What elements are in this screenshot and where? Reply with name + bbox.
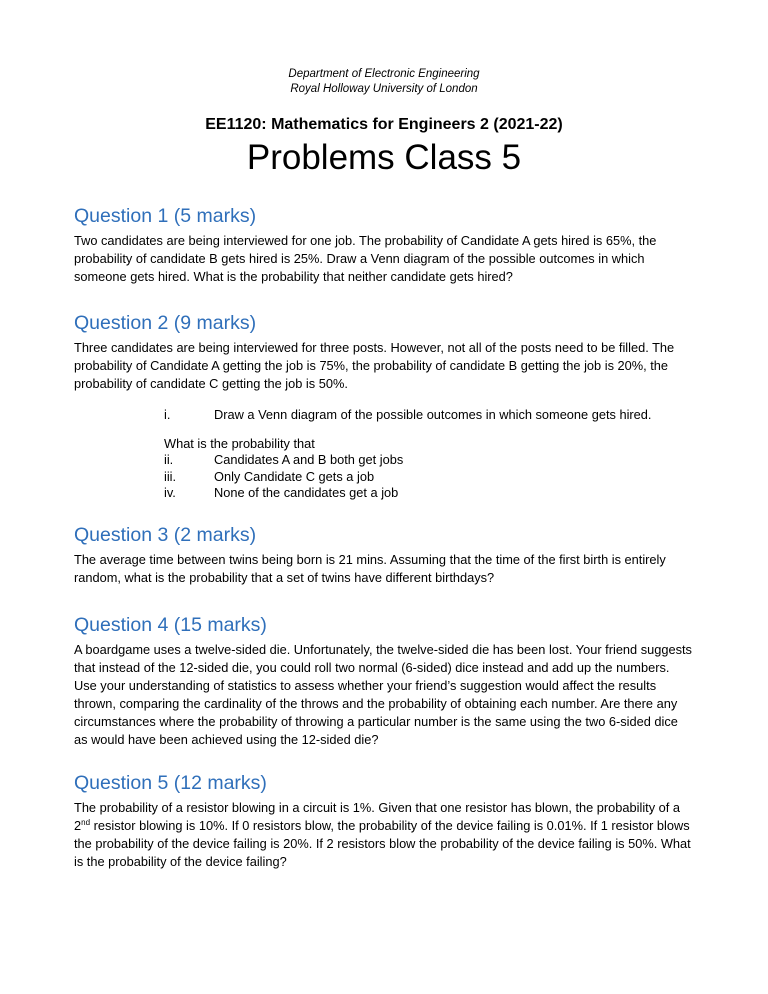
question-4-body: A boardgame uses a twelve-sided die. Unfortunately, the twelve-sided die has been lost. Your friend suggests that instead of the 12-sided die, you could roll two normal (6-sided) dice instead and add up the numbers. Use your understanding of statistics to assess whether your friend’s suggestion would affect the results thrown, comparing the cardinality of the throws and the probability of obtaining each number. Are there any circumstances where the probability of throwing a particular number is the same using the two 6-sided dice as would have been achieved using the 12-sided die?: [74, 642, 692, 747]
list-item-text: None of the candidates get a job: [214, 485, 399, 500]
question-1-heading: Question 1 (5 marks): [74, 205, 257, 227]
department-name: Department of Electronic Engineering: [288, 68, 480, 80]
list-item: [74, 469, 694, 486]
question-2-heading: Question 2 (9 marks): [74, 312, 257, 334]
page-title: Problems Class 5: [246, 138, 522, 177]
question-2: [74, 311, 694, 502]
list-item-text: Draw a Venn diagram of the possible outcomes in which someone gets hired.: [214, 407, 652, 422]
question-5-body-part-2: resistor blowing is 10%. If 0 resistors blow, the probability of the device failing is 0.01%. If 1 resistor blows the probability of the device failing is 20%. If 2 resistors blow the probability of the device failing is 50%. What is the probability of the device failing?: [74, 818, 691, 869]
question-4-heading: Question 4 (15 marks): [74, 614, 267, 636]
question-4: [74, 613, 694, 749]
list-item: [74, 452, 694, 469]
list-item: [74, 485, 694, 502]
list-number: i.: [164, 407, 171, 422]
question-2-part-i: [74, 407, 694, 424]
list-number: iv.: [164, 485, 176, 500]
question-5-heading: Question 5 (12 marks): [74, 772, 267, 794]
question-5-body-part-1: The probability of a resistor blowing in a circuit is 1%. Given that one resistor has blown, the probability of a 2: [74, 800, 681, 833]
question-1: [74, 204, 694, 286]
question-5: [74, 771, 694, 871]
question-1-body: Two candidates are being interviewed for one job. The probability of Candidate A gets hired is 65%, the probability of candidate B gets hired is 25%. Draw a Venn diagram of the possible outcomes in which someone gets hired. What is the probability that neither candidate gets hired?: [74, 233, 657, 284]
question-3: [74, 523, 694, 587]
university-name: Royal Holloway University of London: [290, 83, 478, 95]
question-2-subquestion-list: [74, 452, 694, 502]
list-number: iii.: [164, 468, 177, 484]
question-3-body: The average time between twins being born is 21 mins. Assuming that the time of the first birth is entirely random, what is the probability that a set of twins have different birthdays?: [74, 552, 666, 585]
question-2-subquestion-intro: What is the probability that: [164, 435, 315, 451]
question-5-body: [74, 799, 694, 871]
question-2-body: Three candidates are being interviewed for three posts. However, not all of the posts need to be filled. The probability of Candidate A getting the job is 75%, the probability of candidate B getting the job is 20%, the probability of candidate C getting the job is 50%.: [74, 340, 675, 391]
list-number: ii.: [164, 452, 174, 467]
list-item-text: Candidates A and B both get jobs: [214, 452, 404, 467]
course-title: EE1120: Mathematics for Engineers 2 (2021-22): [205, 116, 563, 133]
ordinal-superscript: nd: [81, 818, 91, 827]
question-3-heading: Question 3 (2 marks): [74, 524, 257, 546]
list-item-text: Only Candidate C gets a job: [214, 468, 375, 484]
